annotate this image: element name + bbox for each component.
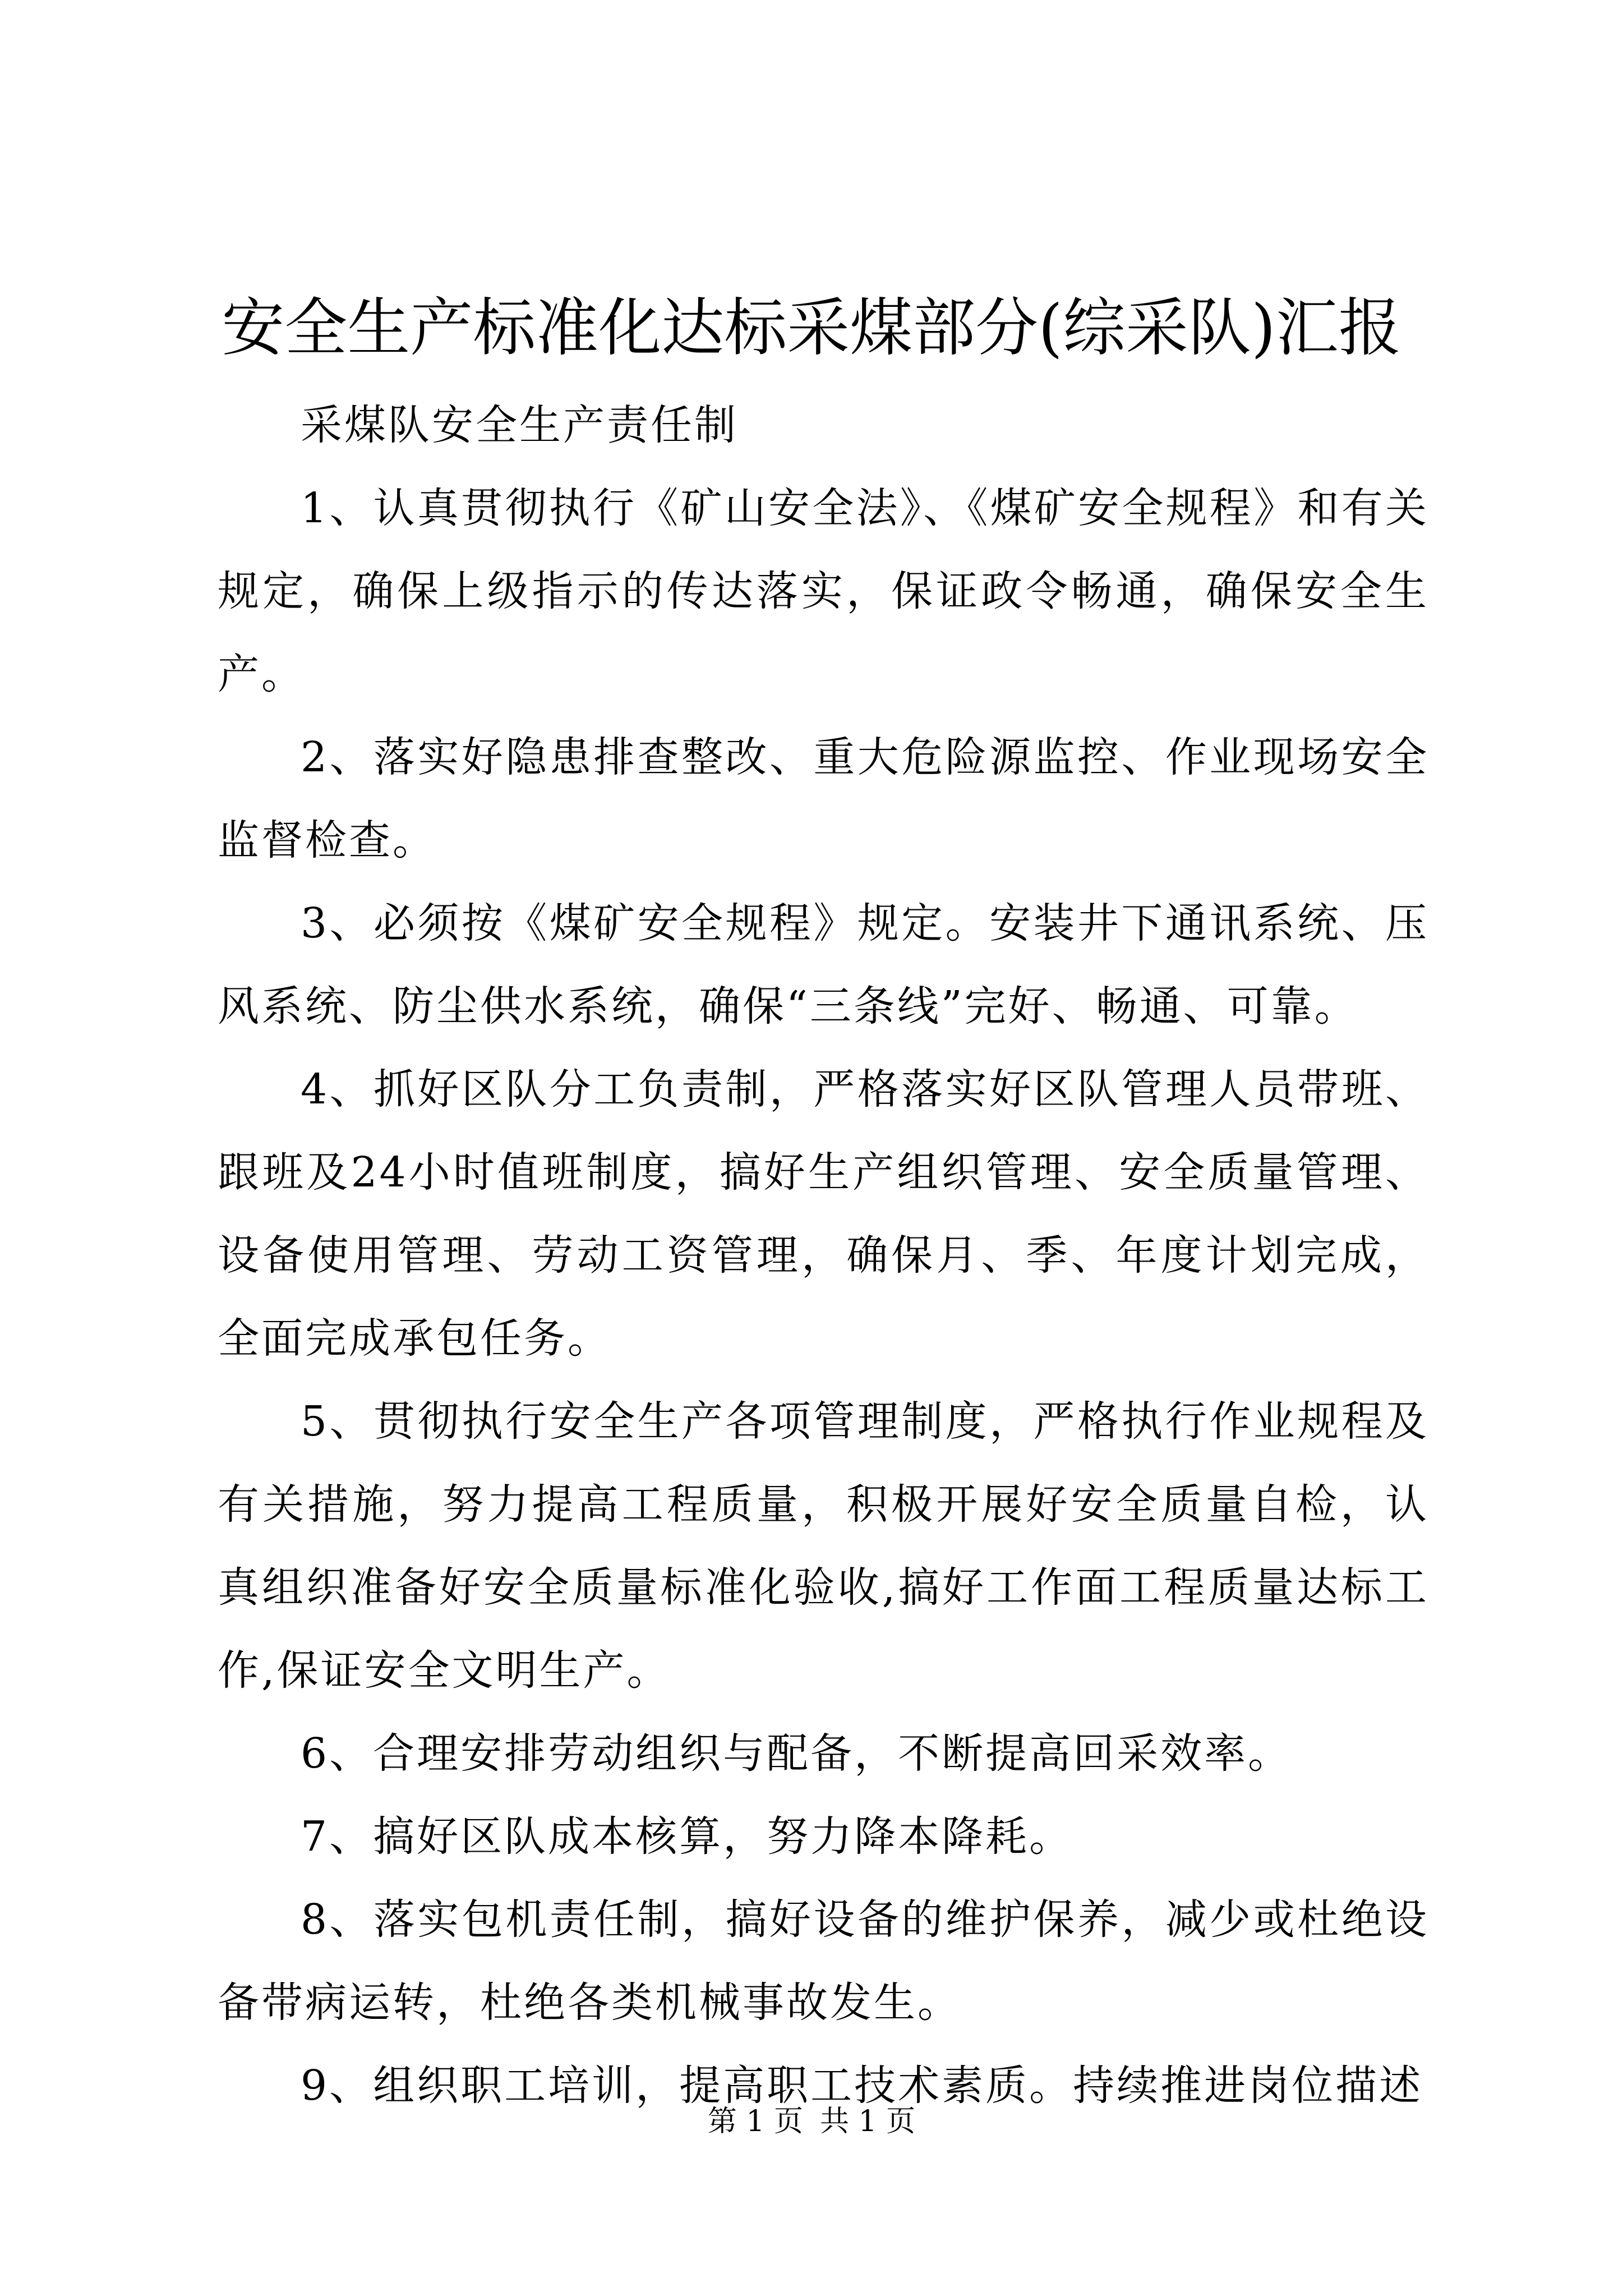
paragraph-item-9: 9、组织职工培训，提高职工技术素质。持续推进岗位描述	[301, 2062, 1423, 2110]
paragraph-item-4: 4、抓好区队分工负责制，严格落实好区队管理人员带班、跟班及24小时值班制度，搞好生产组织管理、安全质量管理、设备使用管理、劳动工资管理，确保月、季、年度计划完成，全面完成承包任务。	[218, 1065, 1429, 1363]
paragraph-item-1: 1、认真贯彻执行《矿山安全法》、《煤矿安全规程》和有关规定，确保上级指示的传达落实，保证政令畅通，确保安全生产。	[218, 484, 1429, 698]
paragraph-item-2: 2、落实好隐患排查整改、重大危险源监控、作业现场安全监督检查。	[218, 733, 1429, 864]
paragraph-item-5: 5、贯彻执行安全生产各项管理制度，严格执行作业规程及有关措施，努力提高工程质量，积极开展好安全质量自检，认真组织准备好安全质量标准化验收,搞好工作面工程质量达标工作,保证安全文明生产。	[218, 1397, 1429, 1695]
paragraph-item-7: 7、搞好区队成本核算，努力降本降耗。	[301, 1812, 1073, 1861]
paragraph-item-8: 8、落实包机责任制，搞好设备的维护保养，减少或杜绝设备带病运转，杜绝各类机械事故发生。	[218, 1895, 1429, 2027]
page-footer	[0, 2099, 1623, 2144]
paragraph-heading: 采煤队安全生产责任制	[301, 401, 738, 449]
paragraph-item-3: 3、必须按《煤矿安全规程》规定。安装井下通讯系统、压风系统、防尘供水系统，确保“三条线”完好、畅通、可靠。	[218, 899, 1429, 1030]
paragraph-item-6: 6、合理安排劳动组织与配备，不断提高回采效率。	[301, 1729, 1292, 1778]
document-title: 安全生产标准化达标采煤部分(综采队)汇报	[222, 292, 1401, 365]
document-body	[218, 384, 1429, 2127]
page-total: 共 1 页	[820, 2105, 916, 2138]
page-number: 第 1 页	[707, 2105, 803, 2138]
